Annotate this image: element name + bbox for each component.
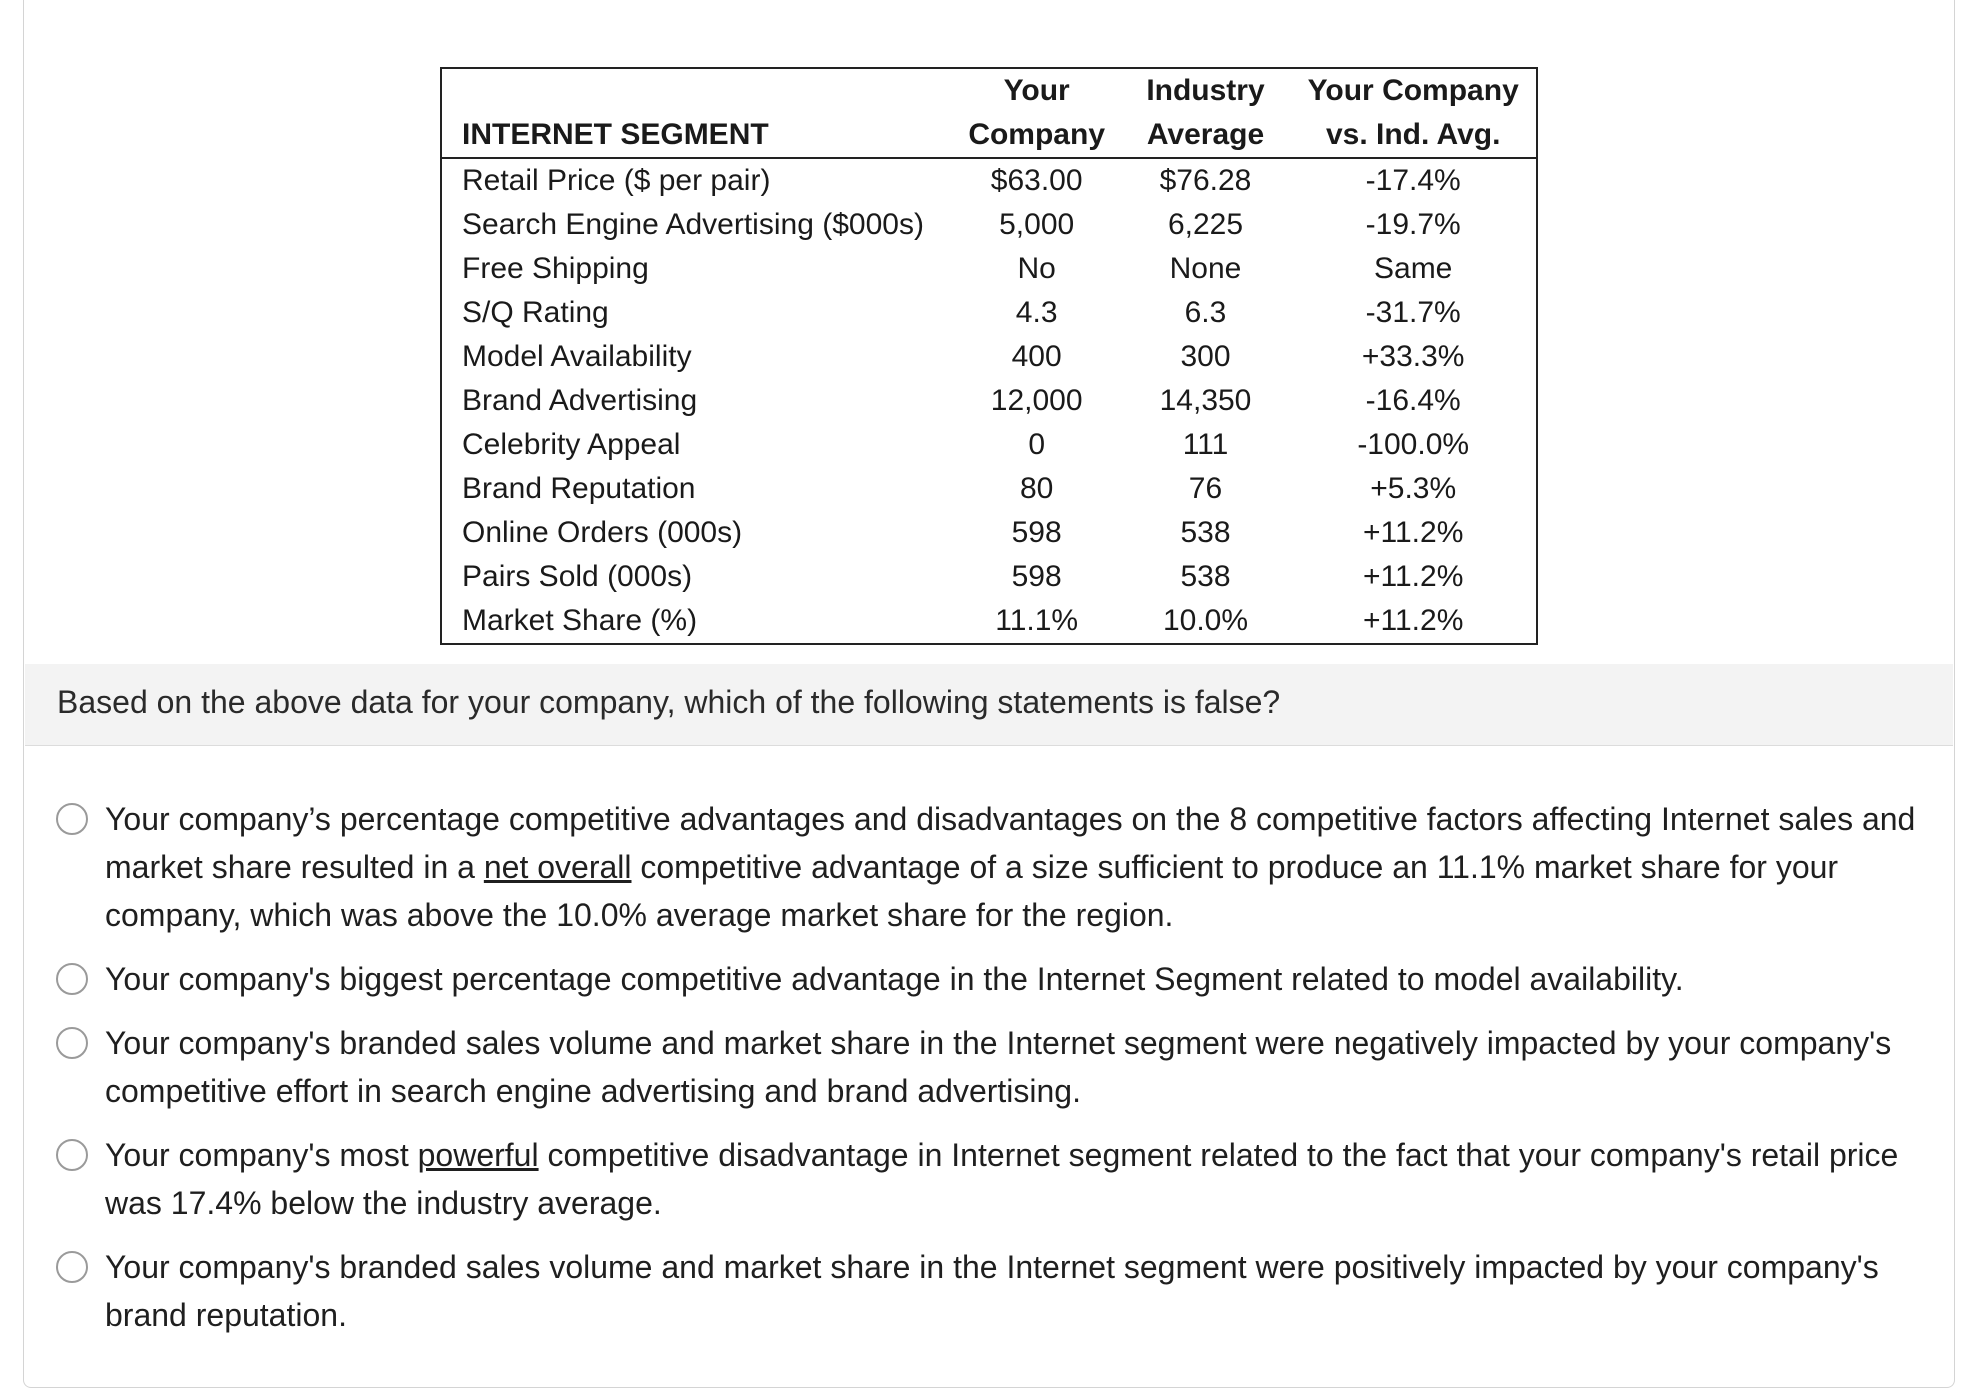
industry-value: 14,350 (1159, 384, 1252, 417)
answer-option[interactable] (25, 1131, 1925, 1227)
diff-value: +11.2% (1363, 516, 1464, 549)
industry-value: 6.3 (1184, 296, 1227, 329)
industry-value: 538 (1180, 560, 1231, 593)
industry-value: $76.28 (1159, 164, 1252, 197)
industry-value: None (1169, 252, 1242, 285)
industry-value: 10.0% (1162, 604, 1249, 637)
radio-button[interactable] (56, 1139, 88, 1171)
row-label: Brand Advertising (462, 384, 698, 417)
diff-value: +11.2% (1363, 604, 1464, 637)
company-value: 400 (1011, 340, 1062, 373)
col-diff-header-bottom: vs. Ind. Avg. (1290, 113, 1537, 158)
company-value: 598 (1011, 560, 1062, 593)
radio-button[interactable] (56, 1027, 88, 1059)
industry-value: 300 (1180, 340, 1231, 373)
diff-value: +5.3% (1370, 472, 1457, 505)
option-text: Your company's most (105, 1137, 418, 1173)
table-row (441, 379, 1537, 423)
row-label: Celebrity Appeal (462, 428, 681, 461)
diff-value: Same (1374, 252, 1453, 285)
radio-button[interactable] (56, 1251, 88, 1283)
company-value: No (1017, 252, 1056, 285)
table-row (441, 335, 1537, 379)
row-label: Model Availability (462, 340, 692, 373)
option-text: Your company's biggest percentage competitive advantage in the Internet Segment related to model availability. (105, 961, 1684, 997)
diff-value: +33.3% (1361, 340, 1465, 373)
row-label: Free Shipping (462, 252, 649, 285)
option-text: Your company’s percentage competitive advantages and disadvantages on the 8 competitive factors affecting Internet sales and market share resulted in a (105, 801, 1916, 885)
row-label: S/Q Rating (462, 296, 609, 329)
row-label: Search Engine Advertising ($000s) (462, 208, 924, 241)
question-text: Based on the above data for your company, which of the following statements is false? (57, 684, 1281, 720)
answer-options (25, 795, 1925, 1355)
table-row (441, 291, 1537, 335)
row-label: Retail Price ($ per pair) (462, 164, 771, 197)
company-value: 11.1% (995, 604, 1079, 637)
option-text-continued: competitive advantage of a size sufficient to produce an 11.1% market share for your company, which was above the 10.0% average market share for the region. (105, 849, 1839, 933)
answer-option[interactable] (25, 1019, 1925, 1115)
table-row (441, 599, 1537, 644)
company-value: 80 (1019, 472, 1054, 505)
col-company-header-bottom: Company (953, 113, 1121, 158)
company-value: 12,000 (990, 384, 1083, 417)
company-value: 0 (1028, 428, 1045, 461)
diff-value: -19.7% (1365, 208, 1461, 241)
col-diff-header-top: Your Company (1307, 74, 1519, 107)
row-label: Pairs Sold (000s) (462, 560, 693, 593)
table-row (441, 423, 1537, 467)
diff-value: -16.4% (1365, 384, 1461, 417)
answer-option[interactable] (25, 795, 1925, 939)
cir-table (440, 67, 1538, 645)
industry-value: 538 (1180, 516, 1231, 549)
option-text: Your company's branded sales volume and market share in the Internet segment were negatively impacted by your company's competitive effort in search engine advertising and brand advertising. (105, 1025, 1892, 1109)
diff-value: -17.4% (1365, 164, 1461, 197)
question-bar (25, 664, 1953, 746)
table-row (441, 467, 1537, 511)
table-row (441, 555, 1537, 599)
industry-value: 76 (1188, 472, 1223, 505)
option-text-continued: competitive disadvantage in Internet segment related to the fact that your company's retail price was 17.4% below the industry average. (105, 1137, 1899, 1221)
industry-value: 6,225 (1167, 208, 1244, 241)
row-label: Online Orders (000s) (462, 516, 743, 549)
table-row (441, 158, 1537, 203)
table-row (441, 247, 1537, 291)
diff-value: +11.2% (1363, 560, 1464, 593)
company-value: 4.3 (1015, 296, 1058, 329)
row-label: Market Share (%) (462, 604, 698, 637)
radio-button[interactable] (56, 803, 88, 835)
answer-option[interactable] (25, 955, 1925, 1003)
option-underlined-text: powerful (417, 1137, 539, 1173)
option-underlined-text: net overall (483, 849, 632, 885)
company-value: 598 (1011, 516, 1062, 549)
company-value: $63.00 (990, 164, 1083, 197)
industry-value: 111 (1182, 428, 1229, 461)
table-row (441, 511, 1537, 555)
diff-value: -31.7% (1365, 296, 1461, 329)
table-row (441, 203, 1537, 247)
company-value: 5,000 (999, 208, 1075, 241)
option-text: Your company's branded sales volume and market share in the Internet segment were positively impacted by your company's brand reputation. (105, 1249, 1879, 1333)
row-label: Brand Reputation (462, 472, 696, 505)
segment-header: INTERNET SEGMENT (441, 113, 953, 158)
col-industry-header-bottom: Average (1121, 113, 1291, 158)
radio-button[interactable] (56, 963, 88, 995)
answer-option[interactable] (25, 1243, 1925, 1339)
col-company-header-top: Your (1003, 74, 1070, 107)
diff-value: -100.0% (1357, 428, 1470, 461)
col-industry-header-top: Industry (1146, 74, 1265, 107)
